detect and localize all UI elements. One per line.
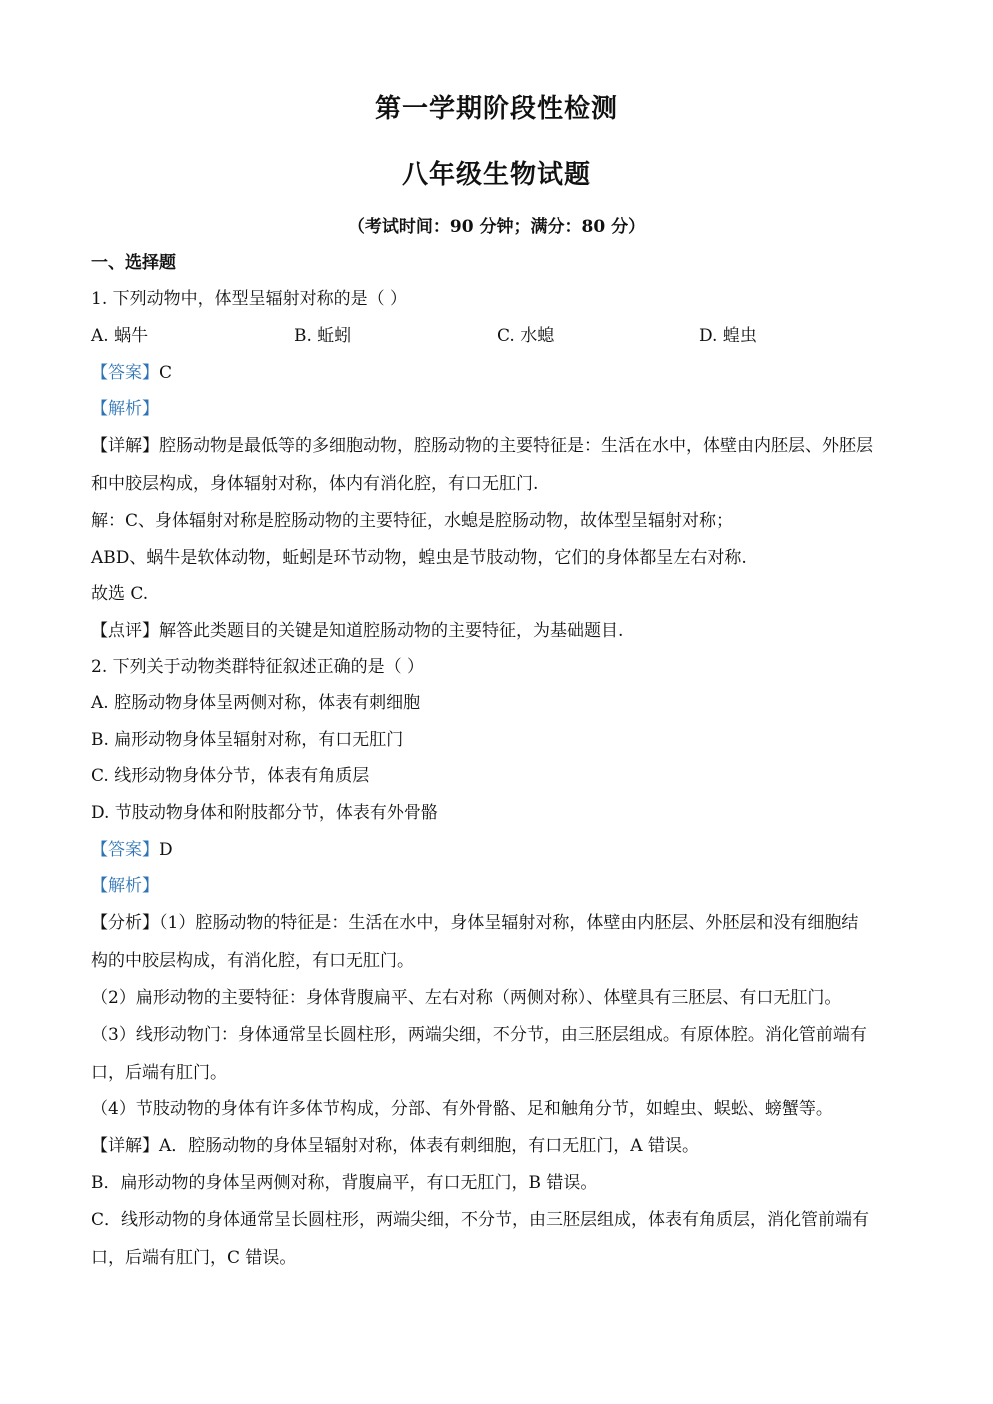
question-1-stem: 1. 下列动物中，体型呈辐射对称的是（ ） — [91, 289, 408, 309]
question-1-choose-line: 故选 C. — [91, 584, 149, 604]
fenxi-text: （1）腔肠动物的特征是：生活在水中，身体呈辐射对称，体壁由内胚层、外胚层和没有细胞结 — [159, 913, 859, 933]
exam-info: （考试时间：90 分钟；满分：80 分） — [347, 217, 646, 237]
detail-tag: 【详解】 — [91, 436, 159, 456]
question-1-solve-line: 解：C、身体辐射对称是腔肠动物的主要特征，水螅是腔肠动物，故体型呈辐射对称； — [91, 511, 734, 531]
question-1-option-c: C. 水螅 — [497, 326, 555, 346]
question-2-detail-b: B．扁形动物的身体呈两侧对称，背腹扁平，有口无肛门，B 错误。 — [91, 1173, 598, 1193]
answer-tag: 【答案】 — [91, 840, 159, 860]
section-heading: 一、选择题 — [91, 253, 176, 273]
question-2-point-2: （2）扁形动物的主要特征：身体背腹扁平、左右对称（两侧对称）、体壁具有三胚层、有口无肛门。 — [91, 988, 842, 1008]
question-2-fenxi-line-2: 构的中胶层构成，有消化腔，有口无肛门。 — [91, 951, 414, 971]
question-1-detail-line-1 — [91, 435, 873, 457]
question-1-option-d: D. 蝗虫 — [699, 326, 757, 346]
detail-tag: 【详解】 — [91, 1136, 159, 1156]
question-1-option-b: B. 蚯蚓 — [294, 326, 352, 346]
question-1-detail-line-2: 和中胶层构成，身体辐射对称，体内有消化腔，有口无肛门. — [91, 474, 539, 494]
question-2-detail-c-line-2: 口，后端有肛门，C 错误。 — [91, 1248, 297, 1268]
detail-text: 腔肠动物是最低等的多细胞动物，腔肠动物的主要特征是：生活在水中，体壁由内胚层、外胚层 — [159, 436, 873, 456]
detail-text: A．腔肠动物的身体呈辐射对称，体表有刺细胞，有口无肛门，A 错误。 — [159, 1136, 699, 1156]
question-2-point-3-line-1: （3）线形动物门：身体通常呈长圆柱形，两端尖细，不分节，由三胚层组成。有原体腔。消化管前端有 — [91, 1025, 867, 1045]
document-title: 第一学期阶段性检测 — [374, 94, 618, 124]
question-1-analysis-tag: 【解析】 — [91, 399, 159, 419]
question-1-answer — [91, 362, 172, 384]
question-2-detail-a — [91, 1135, 699, 1157]
question-2-answer — [91, 839, 173, 861]
answer-value: D — [159, 840, 173, 860]
question-2-option-b: B. 扁形动物身体呈辐射对称，有口无肛门 — [91, 730, 404, 750]
question-2-option-d: D. 节肢动物身体和附肢都分节，体表有外骨骼 — [91, 803, 438, 823]
fenxi-tag: 【分析】 — [91, 913, 159, 933]
question-1-option-a: A. 蜗牛 — [91, 326, 149, 346]
question-2-stem: 2. 下列关于动物类群特征叙述正确的是（ ） — [91, 657, 425, 677]
question-2-detail-c-line-1: C．线形动物的身体通常呈长圆柱形，两端尖细，不分节，由三胚层组成，体表有角质层，消化管前端有 — [91, 1210, 870, 1230]
question-2-option-c: C. 线形动物身体分节，体表有角质层 — [91, 766, 370, 786]
question-1-abd-line: ABD、蜗牛是软体动物，蚯蚓是环节动物，蝗虫是节肢动物，它们的身体都呈左右对称. — [91, 548, 747, 568]
question-1-comment — [91, 620, 623, 642]
answer-tag: 【答案】 — [91, 363, 159, 383]
exam-subject-title: 八年级生物试题 — [401, 160, 591, 190]
comment-tag: 【点评】 — [91, 621, 159, 641]
comment-text: 解答此类题目的关键是知道腔肠动物的主要特征，为基础题目. — [159, 621, 624, 641]
question-2-point-4: （4）节肢动物的身体有许多体节构成，分部、有外骨骼、足和触角分节，如蝗虫、蜈蚣、螃蟹等。 — [91, 1099, 833, 1119]
answer-value: C — [159, 363, 173, 383]
question-2-fenxi-line-1 — [91, 912, 858, 934]
question-2-analysis-tag: 【解析】 — [91, 876, 159, 896]
question-2-option-a: A. 腔肠动物身体呈两侧对称，体表有刺细胞 — [91, 693, 421, 713]
question-2-point-3-line-2: 口，后端有肛门。 — [91, 1063, 227, 1083]
